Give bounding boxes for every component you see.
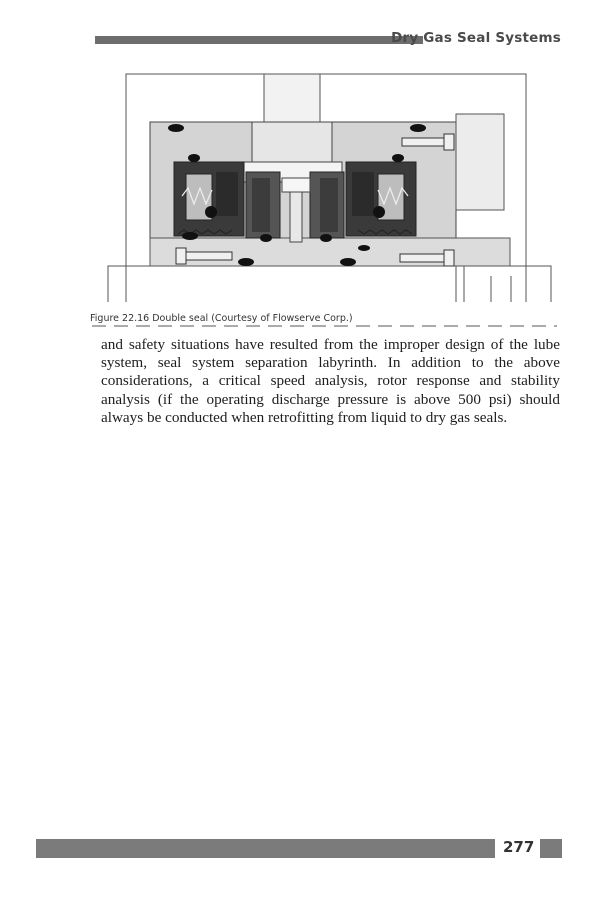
- housing-right-block: [456, 114, 504, 210]
- footer-rule: [36, 839, 495, 858]
- header-rule: [95, 36, 423, 44]
- center-divider: [282, 178, 310, 192]
- left-seal-cartridge: [174, 162, 280, 238]
- figure-caption: Figure 22.16 Double seal (Courtesy of Flowserve Corp.): [90, 313, 353, 324]
- footer-end-block: [540, 839, 562, 858]
- seal-figure: [96, 66, 556, 308]
- right-seal-cartridge: [310, 162, 416, 238]
- double-seal-drawing: [96, 66, 556, 308]
- running-header-title: Dry Gas Seal Systems: [391, 30, 561, 46]
- page-number: 277: [503, 838, 535, 856]
- shaft-top: [264, 74, 320, 122]
- caption-rule: [92, 325, 557, 327]
- body-paragraph: and safety situations have resulted from the improper design of the lube system, seal system separation labyrinth. In addition to the above considerations, a critical speed analysis, rotor response and stability analysis (if the operating discharge pressure is above 500 psi) should always be conducted when retrofitting from liquid to dry gas seals.: [101, 336, 560, 426]
- shaft-center: [252, 122, 332, 162]
